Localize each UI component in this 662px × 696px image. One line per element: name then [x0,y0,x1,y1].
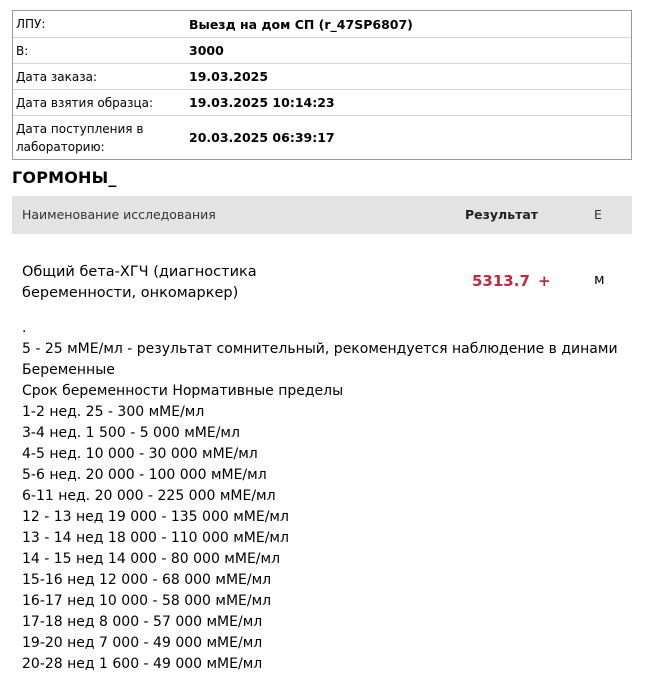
info-row-lpu [13,11,631,37]
order-info-table [12,10,632,160]
comment-line: . [22,320,27,336]
section-title: ГОРМОНЫ_ [12,168,117,187]
comment-line: 3-4 нед. 1 500 - 5 000 мМЕ/мл [22,425,240,441]
comment-line: 16-17 нед 10 000 - 58 000 мМЕ/мл [22,593,272,609]
info-label: Дата поступления в лабораторию: [16,121,144,154]
test-name: Общий бета-ХГЧ (диагностика беременности, онкомаркер) [22,264,257,301]
comment-line: Беременные [22,362,115,378]
test-result-value: 5313.7 [472,272,530,290]
info-value: 19.03.2025 [189,69,269,84]
comment-line: 17-18 нед 8 000 - 57 000 мМЕ/мл [22,614,263,630]
comment-line: 15-16 нед 12 000 - 68 000 мМЕ/мл [22,572,272,588]
info-label: ЛПУ: [16,17,46,31]
info-row-lab-date [13,115,631,159]
comment-line: 20-28 нед 1 600 - 49 000 мМЕ/мл [22,656,263,672]
info-row-v [13,37,631,63]
column-header-result: Результат [465,207,539,222]
comment-line: 4-5 нед. 10 000 - 30 000 мМЕ/мл [22,446,258,462]
info-row-sample-date [13,89,631,115]
test-unit: м [594,272,605,288]
comment-line: 19-20 нед 7 000 - 49 000 мМЕ/мл [22,635,263,651]
info-label: В: [16,43,29,58]
info-label: Дата взятия образца: [16,95,154,110]
comment-line: 5 - 25 мМЕ/мл - результат сомнительный, рекомендуется наблюдение в динами [22,341,618,357]
comment-line: 1-2 нед. 25 - 300 мМЕ/мл [22,404,205,420]
info-row-order-date [13,63,631,89]
reference-comment [22,318,662,675]
results-table-header [12,196,632,234]
column-header-name: Наименование исследования [22,207,216,222]
info-value: 3000 [189,43,224,58]
test-result-flag: + [538,272,551,290]
comment-line: Срок беременности Нормативные пределы [22,383,344,399]
column-header-unit: Е [594,207,602,222]
info-value: 20.03.2025 06:39:17 [189,130,335,145]
comment-line: 6-11 нед. 20 000 - 225 000 мМЕ/мл [22,488,276,504]
info-label: Дата заказа: [16,69,97,84]
comment-line: 13 - 14 нед 18 000 - 110 000 мМЕ/мл [22,530,289,546]
comment-line: 12 - 13 нед 19 000 - 135 000 мМЕ/мл [22,509,289,525]
info-value: Выезд на дом СП (r_47SP6807) [189,16,413,32]
comment-line: 14 - 15 нед 14 000 - 80 000 мМЕ/мл [22,551,281,567]
comment-line: 5-6 нед. 20 000 - 100 000 мМЕ/мл [22,467,267,483]
info-value: 19.03.2025 10:14:23 [189,95,335,110]
